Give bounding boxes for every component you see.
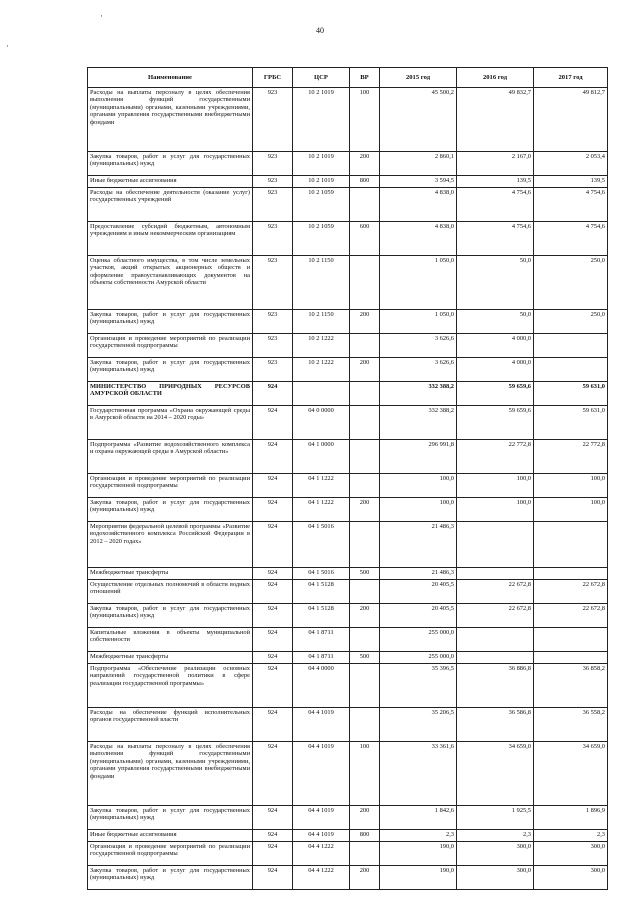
cell-2016: 22 672,8 [457,580,534,604]
table-body [88,88,608,890]
cell-2016: 50,0 [457,310,534,334]
table-row [88,152,608,176]
cell-2015: 2 860,1 [380,152,457,176]
cell-name: Осуществление отдельных полномочий в области водных отношений [88,580,253,604]
cell-csr: 04 4 1019 [293,708,350,742]
cell-csr: 04 4 1222 [293,866,350,890]
cell-csr: 04 4 0000 [293,664,350,708]
cell-vr: 800 [350,176,380,188]
cell-2016: 36 886,8 [457,664,534,708]
cell-2015: 45 500,2 [380,88,457,152]
cell-2016: 22 772,8 [457,440,534,474]
cell-csr: 04 4 1019 [293,742,350,806]
cell-2016: 59 659,6 [457,382,534,406]
cell-2015: 35 206,5 [380,708,457,742]
table-row [88,842,608,866]
cell-grbs: 924 [253,830,293,842]
cell-2015: 20 405,5 [380,604,457,628]
cell-2016: 22 672,8 [457,604,534,628]
cell-vr: 500 [350,568,380,580]
cell-name: Оценка областного имущества, в том числе земельных участков, акций открытых акционерных обществ и оформление правоустанавливающих документов на объекты собственности Амурской области [88,256,253,310]
cell-2015: 1 050,0 [380,310,457,334]
cell-2017: 22 672,8 [534,580,608,604]
header-2017: 2017 год [534,68,608,88]
cell-name: Межбюджетные трансферты [88,568,253,580]
cell-name: Мероприятия федеральной целевой программы «Развитие водохозяйственного комплекса Российской Федерации в 2012 – 2020 годах» [88,522,253,568]
table-row [88,742,608,806]
table-row [88,406,608,440]
cell-csr: 10 2 1150 [293,256,350,310]
cell-name: Закупка товаров, работ и услуг для государственных (муниципальных) нужд [88,866,253,890]
cell-grbs: 923 [253,334,293,358]
cell-name: Подпрограмма «Обеспечение реализации основных направлений государственной политики в сфере реализации государственной программы» [88,664,253,708]
cell-grbs: 924 [253,866,293,890]
cell-name: Закупка товаров, работ и услуг для государственных (муниципальных) нужд [88,604,253,628]
cell-vr: 200 [350,866,380,890]
cell-grbs: 923 [253,222,293,256]
cell-2017 [534,358,608,382]
cell-name: Подпрограмма «Развитие водохозяйственного комплекса и охрана окружающей среды в Амурской области» [88,440,253,474]
table-row [88,866,608,890]
cell-2015: 1 050,0 [380,256,457,310]
cell-grbs: 924 [253,652,293,664]
cell-2017: 59 631,0 [534,406,608,440]
cell-2017: 36 558,2 [534,708,608,742]
cell-2017 [534,522,608,568]
cell-grbs: 924 [253,580,293,604]
cell-name: Закупка товаров, работ и услуг для государственных (муниципальных) нужд [88,806,253,830]
cell-grbs: 924 [253,742,293,806]
cell-2015: 3 626,6 [380,358,457,382]
cell-csr: 10 2 1059 [293,222,350,256]
page-number: 40 [316,26,324,35]
cell-grbs: 924 [253,806,293,830]
cell-grbs: 923 [253,256,293,310]
cell-csr: 10 2 1019 [293,152,350,176]
scan-mark-top: · [100,11,103,21]
cell-2017: 100,0 [534,474,608,498]
table-row [88,440,608,474]
scan-mark-left: · [6,41,9,51]
cell-2015: 296 991,8 [380,440,457,474]
header-vr: ВР [350,68,380,88]
cell-vr: 200 [350,806,380,830]
cell-2016: 4 754,6 [457,222,534,256]
cell-vr [350,842,380,866]
cell-csr: 04 4 1222 [293,842,350,866]
cell-vr [350,664,380,708]
cell-2015: 255 000,0 [380,652,457,664]
cell-2016: 1 925,5 [457,806,534,830]
cell-csr: 04 1 5016 [293,522,350,568]
cell-2016: 49 832,7 [457,88,534,152]
cell-csr: 04 4 1019 [293,830,350,842]
cell-csr: 04 1 5128 [293,580,350,604]
cell-2015: 1 842,6 [380,806,457,830]
cell-2016: 34 659,0 [457,742,534,806]
cell-2015: 190,0 [380,866,457,890]
cell-csr: 10 2 1019 [293,88,350,152]
cell-vr: 200 [350,152,380,176]
table-row [88,522,608,568]
cell-2016 [457,628,534,652]
cell-grbs: 924 [253,440,293,474]
cell-name: Иные бюджетные ассигнования [88,176,253,188]
cell-grbs: 924 [253,406,293,440]
table-row [88,708,608,742]
table-row [88,358,608,382]
table-row [88,222,608,256]
cell-name: Закупка товаров, работ и услуг для государственных (муниципальных) нужд [88,152,253,176]
table-row [88,568,608,580]
cell-2017: 34 659,0 [534,742,608,806]
cell-name: Организация и проведение мероприятий по реализации государственной подпрограммы [88,334,253,358]
table-row [88,580,608,604]
cell-vr [350,628,380,652]
cell-2016: 2,3 [457,830,534,842]
cell-2015: 21 486,3 [380,568,457,580]
cell-grbs: 923 [253,188,293,222]
cell-vr: 100 [350,742,380,806]
cell-2017: 49 812,7 [534,88,608,152]
cell-2017: 4 754,6 [534,222,608,256]
cell-vr [350,440,380,474]
cell-name: Организация и проведение мероприятий по реализации государственной подпрограммы [88,842,253,866]
cell-2015: 332 388,2 [380,382,457,406]
table-row [88,256,608,310]
cell-2015: 4 838,0 [380,222,457,256]
cell-2015: 3 594,5 [380,176,457,188]
cell-2017: 300,0 [534,866,608,890]
cell-grbs: 924 [253,628,293,652]
table-header-row [88,68,608,88]
cell-vr [350,406,380,440]
cell-2015: 190,0 [380,842,457,866]
cell-csr: 04 1 1222 [293,498,350,522]
cell-grbs: 924 [253,664,293,708]
cell-2015: 332 388,2 [380,406,457,440]
cell-vr [350,188,380,222]
cell-2017: 4 754,6 [534,188,608,222]
cell-grbs: 924 [253,604,293,628]
cell-2017: 22 672,8 [534,604,608,628]
cell-vr: 100 [350,88,380,152]
header-2016: 2016 год [457,68,534,88]
cell-name: Закупка товаров, работ и услуг для государственных (муниципальных) нужд [88,310,253,334]
cell-2015: 100,0 [380,474,457,498]
cell-2015: 100,0 [380,498,457,522]
cell-2017: 36 858,2 [534,664,608,708]
cell-csr: 04 1 8711 [293,628,350,652]
cell-2016: 50,0 [457,256,534,310]
cell-name: МИНИСТЕРСТВО ПРИРОДНЫХ РЕСУРСОВ АМУРСКОЙ ОБЛАСТИ [88,382,253,406]
cell-grbs: 923 [253,88,293,152]
cell-2017 [534,652,608,664]
cell-csr: 10 2 1059 [293,188,350,222]
cell-2015: 20 405,5 [380,580,457,604]
cell-2016: 139,5 [457,176,534,188]
cell-csr: 04 1 0000 [293,440,350,474]
cell-2016 [457,652,534,664]
cell-name: Государственная программа «Охрана окружающей среды в Амурской области на 2014 – 2020 годы» [88,406,253,440]
cell-grbs: 923 [253,358,293,382]
cell-2017: 300,0 [534,842,608,866]
cell-vr [350,256,380,310]
cell-csr: 04 1 5016 [293,568,350,580]
cell-name: Иные бюджетные ассигнования [88,830,253,842]
table-row [88,382,608,406]
table-row [88,628,608,652]
table-row [88,806,608,830]
table-row [88,652,608,664]
table-row [88,474,608,498]
cell-name: Предоставление субсидий бюджетным, автономным учреждениям и иным некоммерческим организациям [88,222,253,256]
cell-name: Расходы на выплаты персоналу в целях обеспечения выполнения функций государственными (муниципальными) органами, казенными учреждениями, органами управления государственными внебюджетными фондами [88,88,253,152]
cell-csr: 10 2 1222 [293,334,350,358]
cell-grbs: 924 [253,474,293,498]
table-row [88,310,608,334]
cell-2015: 21 486,3 [380,522,457,568]
cell-grbs: 923 [253,310,293,334]
cell-name: Закупка товаров, работ и услуг для государственных (муниципальных) нужд [88,498,253,522]
cell-2016: 4 000,0 [457,334,534,358]
cell-name: Организация и проведение мероприятий по реализации государственной подпрограммы [88,474,253,498]
cell-2017 [534,628,608,652]
cell-2016: 100,0 [457,498,534,522]
cell-csr: 10 2 1150 [293,310,350,334]
cell-2015: 3 626,6 [380,334,457,358]
cell-2017 [534,568,608,580]
cell-grbs: 923 [253,152,293,176]
cell-csr: 04 1 1222 [293,474,350,498]
cell-2017: 139,5 [534,176,608,188]
cell-2016 [457,522,534,568]
table-row [88,88,608,152]
table-row [88,188,608,222]
cell-2017 [534,334,608,358]
cell-vr [350,334,380,358]
cell-csr: 04 1 8711 [293,652,350,664]
cell-2016: 300,0 [457,866,534,890]
cell-grbs: 924 [253,842,293,866]
cell-grbs: 924 [253,382,293,406]
cell-vr: 500 [350,652,380,664]
cell-csr: 10 2 1222 [293,358,350,382]
cell-name: Расходы на обеспечение функций исполнительных органов государственной власти [88,708,253,742]
cell-vr [350,474,380,498]
cell-csr: 04 1 5128 [293,604,350,628]
cell-vr [350,708,380,742]
table-row [88,176,608,188]
table-row [88,604,608,628]
cell-vr: 200 [350,358,380,382]
header-name: Наименование [88,68,253,88]
table-row [88,498,608,522]
cell-2016: 4 000,0 [457,358,534,382]
cell-vr [350,522,380,568]
cell-vr: 800 [350,830,380,842]
cell-2015: 4 838,0 [380,188,457,222]
cell-2016: 300,0 [457,842,534,866]
cell-csr: 04 0 0000 [293,406,350,440]
cell-grbs: 924 [253,708,293,742]
cell-vr [350,580,380,604]
cell-2016: 36 586,8 [457,708,534,742]
cell-2017: 22 772,8 [534,440,608,474]
cell-vr: 200 [350,604,380,628]
cell-name: Расходы на обеспечение деятельности (оказание услуг) государственных учреждений [88,188,253,222]
cell-csr [293,382,350,406]
cell-vr: 200 [350,498,380,522]
table-row [88,830,608,842]
budget-table [87,67,608,890]
cell-2015: 35 396,5 [380,664,457,708]
cell-name: Расходы на выплаты персоналу в целях обеспечения выполнения функций государственными (муниципальными) органами, казенными учреждениями, органами управления государственными внебюджетными фондами [88,742,253,806]
cell-grbs: 924 [253,568,293,580]
header-grbs: ГРБС [253,68,293,88]
cell-2017: 1 896,9 [534,806,608,830]
cell-2017: 250,0 [534,256,608,310]
cell-2016: 100,0 [457,474,534,498]
cell-2017: 100,0 [534,498,608,522]
cell-vr [350,382,380,406]
table-row [88,664,608,708]
header-2015: 2015 год [380,68,457,88]
cell-name: Капитальные вложения в объекты муниципальной собственности [88,628,253,652]
cell-grbs: 923 [253,176,293,188]
cell-csr: 04 4 1019 [293,806,350,830]
cell-2016: 59 659,6 [457,406,534,440]
cell-2016: 4 754,6 [457,188,534,222]
cell-name: Межбюджетные трансферты [88,652,253,664]
header-csr: ЦСР [293,68,350,88]
cell-2017: 250,0 [534,310,608,334]
cell-2015: 33 361,6 [380,742,457,806]
cell-vr: 600 [350,222,380,256]
cell-grbs: 924 [253,498,293,522]
cell-csr: 10 2 1019 [293,176,350,188]
cell-2015: 2,3 [380,830,457,842]
table-row [88,334,608,358]
cell-grbs: 924 [253,522,293,568]
cell-2017: 2 053,4 [534,152,608,176]
cell-name: Закупка товаров, работ и услуг для государственных (муниципальных) нужд [88,358,253,382]
cell-vr: 200 [350,310,380,334]
cell-2016 [457,568,534,580]
cell-2015: 255 000,0 [380,628,457,652]
cell-2017: 2,3 [534,830,608,842]
cell-2017: 59 631,0 [534,382,608,406]
cell-2016: 2 167,0 [457,152,534,176]
